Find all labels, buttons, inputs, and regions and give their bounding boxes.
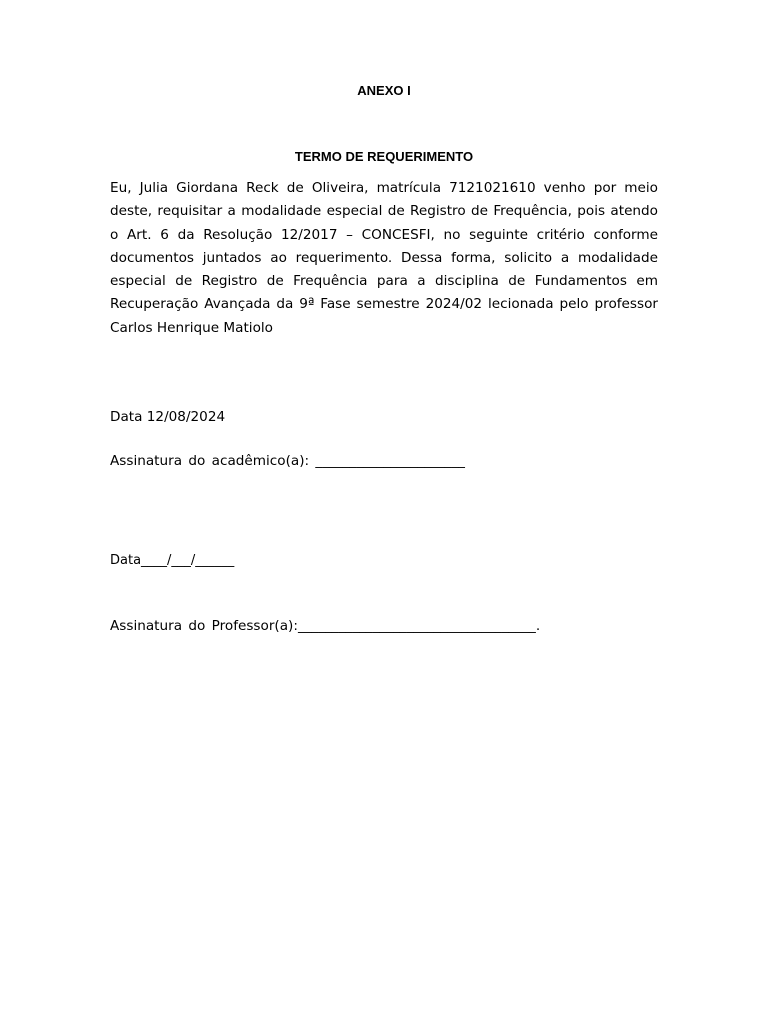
professor-signature-line: Assinatura do Professor(a):___________________________________.: [110, 618, 541, 634]
date-line: Data 12/08/2024: [110, 409, 226, 425]
term-title: TERMO DE REQUERIMENTO: [294, 149, 474, 164]
student-signature-line: Assinatura do acadêmico(a): ______________________: [110, 453, 465, 469]
annex-title: ANEXO I: [357, 83, 411, 98]
request-body-paragraph: Eu, Julia Giordana Reck de Oliveira, matrícula 7121021610 venho por meio deste, requisitar a modalidade especial de Registro de Frequência, pois atendo o Art. 6 da Resolução 12/2017 – CONCESFI, no seguinte critério conforme documentos juntados ao requerimento. Dessa forma, solicito a modalidade especial de Registro de Frequência para a disciplina de Fundamentos em Recuperação Avançada da 9ª Fase semestre 2024/02 lecionada pelo professor Carlos Henrique Matiolo: [110, 180, 658, 336]
date-blank-line: Data____/___/______: [110, 553, 235, 568]
